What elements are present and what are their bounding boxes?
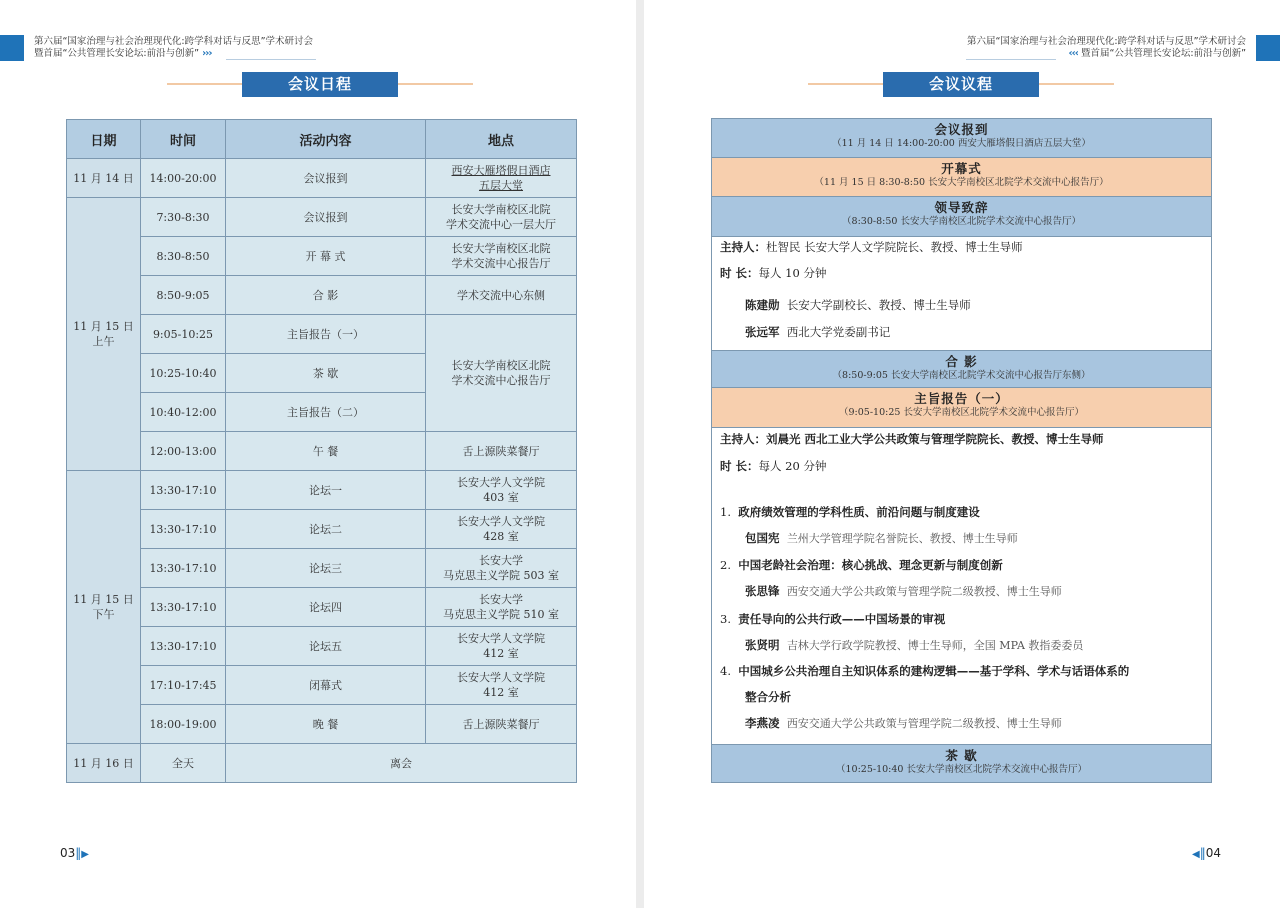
duration-text: 每人 20 分钟 [758,459,827,473]
band-subtitle: （8:30-8:50 长安大学南校区北院学术交流中心报告厅） [842,216,1081,227]
talk-topic [720,612,945,626]
page-number-text: 04 [1205,846,1221,860]
time-cell: 13:30-17:10 [141,510,226,549]
time-cell: 13:30-17:10 [141,588,226,627]
chevron-left-icon: ‹‹‹ [1068,48,1078,59]
place-cell [426,588,577,627]
table-row [67,744,577,783]
activity-cell: 会议报到 [226,198,426,237]
place-line: 长安大学 [479,593,523,606]
talk-number: 2. [720,558,731,572]
header-line1: 第六届“国家治理与社会治理现代化:跨学科对话与反思”学术研讨会 [34,36,314,47]
time-cell: 10:40-12:00 [141,393,226,432]
triangle-right-icon: ▶ [81,849,89,860]
chevron-right-icon: ››› [202,48,212,59]
agenda-band-keynote [712,388,1211,428]
place-line: 412 室 [483,686,519,699]
activity-cell: 论坛四 [226,588,426,627]
leader-duration-line [720,266,826,280]
band-subtitle: （8:50-9:05 长安大学南校区北院学术交流中心报告厅东侧） [832,370,1091,381]
host-label: 主持人： [720,240,766,254]
table-row [67,198,577,237]
date-period: 下午 [92,608,115,621]
table-row [67,276,577,315]
activity-cell: 闭幕式 [226,666,426,705]
band-subtitle: （10:25-10:40 长安大学南校区北院学术交流中心报告厅） [836,764,1087,775]
activity-cell: 开 幕 式 [226,237,426,276]
page-number-text: 03 [60,846,76,860]
divider-bars-icon: ‖ [1199,846,1206,860]
activity-cell: 论坛一 [226,471,426,510]
table-row [67,432,577,471]
place-line: 403 室 [483,491,519,504]
agenda-band-tea-break [712,744,1211,782]
agenda-box [711,118,1212,783]
talk-topic-continued [745,690,791,704]
date-cell [67,159,141,198]
table-header-row [67,120,577,159]
place-line: 西安大雁塔假日酒店 [451,164,551,177]
talk-speaker [745,531,1018,546]
header-line2 [1069,48,1246,60]
talk-title: 责任导向的公共行政——中国场景的审视 [738,612,946,626]
table-row [67,588,577,627]
band-title: 开幕式 [941,161,982,176]
agenda-band-leader-speech [712,197,1211,237]
talk-number: 3. [720,612,731,626]
column-header: 地点 [426,120,577,159]
band-title: 主旨报告（一） [914,391,1009,406]
header-accent-bar [1256,35,1280,61]
place-cell [426,549,577,588]
page-title: 会议日程 [242,72,398,97]
place-line: 长安大学人文学院 [457,632,545,645]
speaker-title: 西安交通大学公共政策与管理学院二级教授、博士生导师 [786,585,1062,598]
place-line: 长安大学 [479,554,523,567]
speaker-name: 陈建勋 [745,298,780,312]
page-title: 会议议程 [883,72,1039,97]
header-rule [226,59,316,60]
place-line: 长安大学南校区北院 [451,359,551,372]
keynote-duration-line [720,459,826,473]
header-line2-text: 暨首届“公共管理长安论坛:前沿与创新” [34,48,200,59]
activity-cell: 论坛二 [226,510,426,549]
host-text: 杜智民 长安大学人文学院院长、教授、博士生导师 [766,240,1023,254]
date-text: 11 月 15 日 [73,320,134,333]
keynote-host-line [720,432,1104,446]
speaker-title: 吉林大学行政学院教授、博士生导师，全国 MPA 教指委委员 [786,639,1084,652]
activity-cell: 午 餐 [226,432,426,471]
band-title: 会议报到 [934,122,989,137]
place-cell: 舌上源陕菜餐厅 [426,432,577,471]
date-cell: 11 月 16 日 [67,744,141,783]
band-title: 合 影 [945,354,978,369]
place-line: 长安大学人文学院 [457,476,545,489]
place-line: 学术交流中心报告厅 [451,257,551,270]
header-line2-text: 暨首届“公共管理长安论坛:前沿与创新” [1080,48,1246,59]
speaker-title: 长安大学副校长、教授、博士生导师 [786,298,971,312]
activity-cell: 论坛五 [226,627,426,666]
talk-title-continued: 整合分析 [745,690,791,704]
time-cell: 10:25-10:40 [141,354,226,393]
date-text: 11 月 14 日 [73,171,134,185]
speaker-name: 李燕凌 [745,716,780,730]
page-number [1192,846,1221,860]
agenda-band-opening [712,158,1211,197]
table-row [67,705,577,744]
time-cell: 全天 [141,744,226,783]
speaker-name: 张思锋 [745,584,780,598]
talk-speaker [745,584,1062,599]
place-cell [426,237,577,276]
talk-topic [720,664,1129,678]
place-line: 学术交流中心报告厅 [451,374,551,387]
speaker-line [745,298,971,312]
place-cell [426,666,577,705]
time-cell: 8:50-9:05 [141,276,226,315]
time-cell: 18:00-19:00 [141,705,226,744]
date-cell [67,471,141,744]
band-title: 领导致辞 [934,200,989,215]
triangle-left-icon: ◀ [1192,849,1200,860]
date-cell [67,198,141,471]
table-row [67,159,577,198]
time-cell: 13:30-17:10 [141,627,226,666]
place-cell [426,471,577,510]
band-subtitle: （11 月 14 日 14:00-20:00 西安大雁塔假日酒店五层大堂） [832,138,1091,149]
table-row [67,315,577,354]
time-cell: 9:05-10:25 [141,315,226,354]
band-subtitle: （9:05-10:25 长安大学南校区北院学术交流中心报告厅） [839,407,1084,418]
schedule-table [66,119,577,783]
time-cell: 13:30-17:10 [141,471,226,510]
time-cell: 13:30-17:10 [141,549,226,588]
place-line: 长安大学人文学院 [457,515,545,528]
talk-title: 政府绩效管理的学科性质、前沿问题与制度建设 [738,505,980,519]
divider-bars-icon: ‖ [75,846,82,860]
place-line: 马克思主义学院 503 室 [443,569,559,582]
talk-title: 中国城乡公共治理自主知识体系的建构逻辑——基于学科、学术与话语体系的 [738,664,1130,678]
time-cell: 8:30-8:50 [141,237,226,276]
activity-cell: 合 影 [226,276,426,315]
place-cell [426,510,577,549]
header-line1: 第六届“国家治理与社会治理现代化:跨学科对话与反思”学术研讨会 [966,36,1246,47]
place-line: 长安大学人文学院 [457,671,545,684]
speaker-title: 西安交通大学公共政策与管理学院二级教授、博士生导师 [786,717,1062,730]
band-title: 茶 歇 [945,748,978,763]
activity-cell: 主旨报告（二） [226,393,426,432]
time-cell: 12:00-13:00 [141,432,226,471]
place-cell: 学术交流中心东侧 [426,276,577,315]
talk-speaker [745,638,1083,653]
page-gutter [636,0,644,908]
table-row [67,237,577,276]
place-cell [426,627,577,666]
speaker-name: 张贤明 [745,638,780,652]
column-header: 时间 [141,120,226,159]
activity-cell: 会议报到 [226,159,426,198]
host-label: 主持人： [720,432,766,446]
duration-label: 时 长： [720,459,759,473]
place-line: 五层大堂 [479,179,523,192]
place-line: 马克思主义学院 510 室 [443,608,559,621]
table-row [67,510,577,549]
time-cell: 17:10-17:45 [141,666,226,705]
talk-topic [720,505,980,519]
table-row [67,549,577,588]
speaker-line [745,325,890,339]
leader-host-line [720,240,1023,254]
duration-text: 每人 10 分钟 [758,266,827,280]
place-cell [426,315,577,432]
activity-cell: 主旨报告（一） [226,315,426,354]
header-line2 [34,48,211,60]
date-period: 上午 [92,335,115,348]
speaker-title: 兰州大学管理学院名誉院长、教授、博士生导师 [786,532,1018,545]
table-row [67,666,577,705]
place-cell: 舌上源陕菜餐厅 [426,705,577,744]
time-cell: 7:30-8:30 [141,198,226,237]
table-row [67,627,577,666]
duration-label: 时 长： [720,266,759,280]
place-line: 长安大学南校区北院 [451,203,551,216]
table-row [67,471,577,510]
place-line: 长安大学南校区北院 [451,242,551,255]
activity-cell: 茶 歇 [226,354,426,393]
left-page [0,0,636,908]
agenda-band-photo [712,350,1211,388]
talk-number: 4. [720,664,731,678]
header-accent-bar [0,35,24,61]
activity-cell: 离会 [226,744,577,783]
talk-speaker [745,716,1062,731]
agenda-band-registration [712,119,1211,158]
place-line: 428 室 [483,530,519,543]
place-cell [426,159,577,198]
host-text: 刘晨光 西北工业大学公共政策与管理学院院长、教授、博士生导师 [766,432,1104,446]
band-subtitle: （11 月 15 日 8:30-8:50 长安大学南校区北院学术交流中心报告厅） [814,177,1109,188]
talk-title: 中国老龄社会治理：核心挑战、理念更新与制度创新 [738,558,1003,572]
speaker-name: 包国宪 [745,531,780,545]
column-header: 活动内容 [226,120,426,159]
talk-number: 1. [720,505,731,519]
date-text: 11 月 15 日 [73,593,134,606]
place-line: 学术交流中心一层大厅 [446,218,556,231]
speaker-name: 张远军 [745,325,780,339]
place-cell [426,198,577,237]
column-header: 日期 [67,120,141,159]
talk-topic [720,558,1003,572]
page-number [60,846,89,860]
time-cell: 14:00-20:00 [141,159,226,198]
speaker-title: 西北大学党委副书记 [786,325,891,339]
header-rule [966,59,1056,60]
place-line: 412 室 [483,647,519,660]
activity-cell: 论坛三 [226,549,426,588]
activity-cell: 晚 餐 [226,705,426,744]
